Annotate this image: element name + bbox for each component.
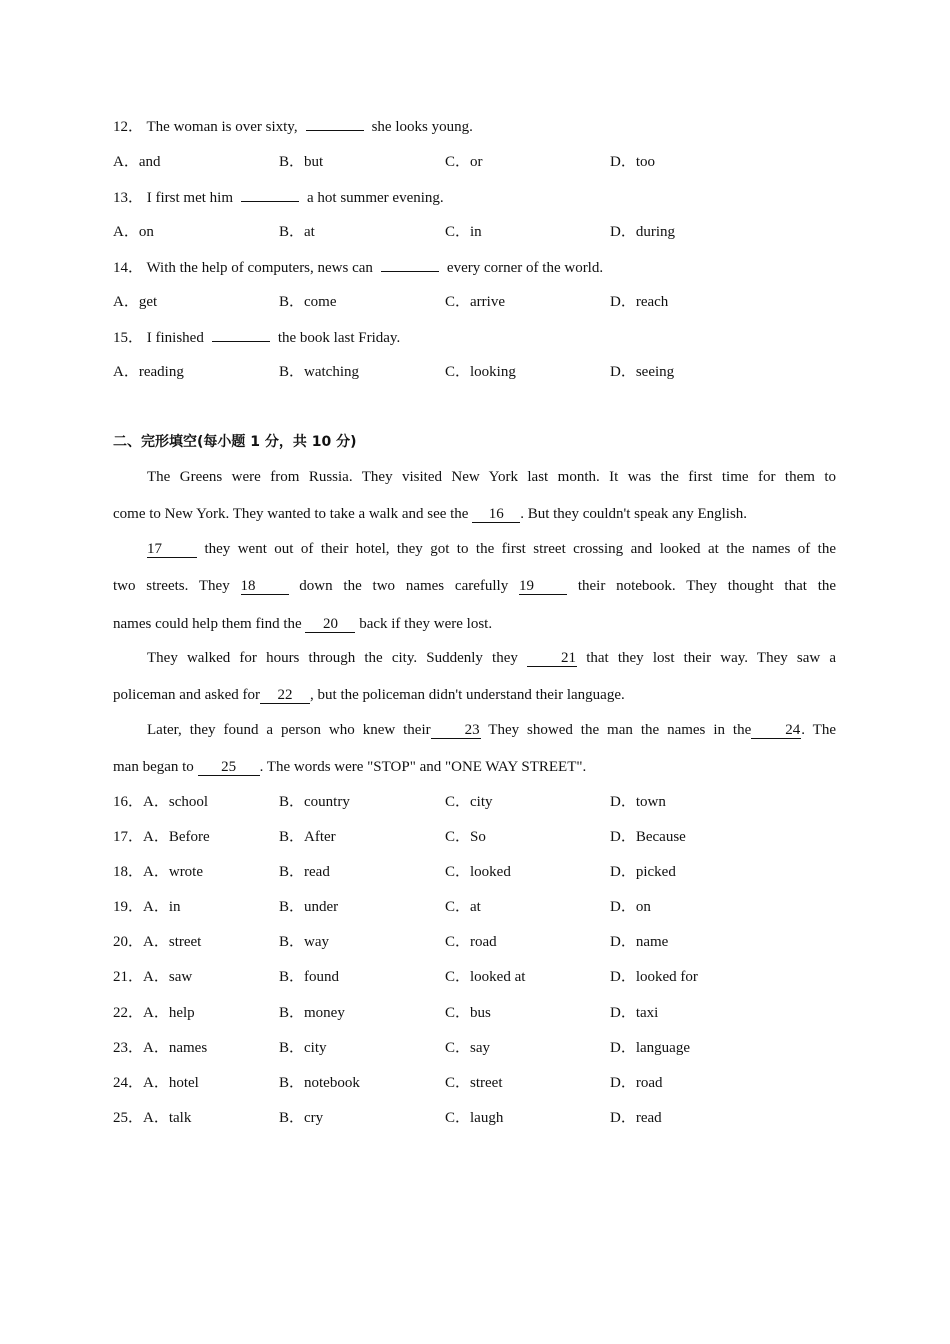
question-number: 22 (113, 1005, 128, 1021)
separator: ． (128, 899, 144, 915)
option-b[interactable] (279, 827, 336, 847)
option-text: under (304, 899, 339, 915)
passage-text: that they lost their way. They saw a (586, 650, 837, 666)
question-number: 25 (113, 1110, 128, 1126)
option-text: road (470, 934, 497, 950)
option-text: money (304, 1005, 345, 1021)
option-d[interactable] (610, 1038, 690, 1058)
option-letter: C． (445, 294, 471, 310)
question-stem (113, 327, 400, 348)
option-letter: A． (143, 1040, 169, 1056)
separator: ． (128, 864, 144, 880)
option-letter: D． (610, 829, 636, 845)
option-text: name (635, 934, 669, 950)
question-stem (113, 257, 603, 278)
option-d[interactable] (610, 1003, 658, 1023)
passage-text: their notebook. They thought that the (577, 578, 837, 594)
option-d[interactable] (610, 292, 668, 312)
option-letter: C． (445, 1075, 471, 1091)
stem-text: a hot summer evening. (307, 190, 444, 206)
stem-text: The woman is over sixty, (146, 119, 298, 135)
option-c[interactable] (445, 1038, 490, 1058)
passage-line (113, 576, 836, 596)
passage-text: They walked for hours through the city. Suddenly they (147, 650, 518, 666)
option-b[interactable] (279, 222, 315, 242)
option-c[interactable] (445, 362, 516, 382)
passage-text: two streets. They (113, 578, 230, 594)
answer-blank[interactable] (381, 257, 439, 272)
separator: ． (128, 969, 144, 985)
option-text: at (304, 224, 315, 240)
option-a[interactable] (113, 1108, 191, 1128)
option-text: but (304, 154, 324, 170)
option-letter: B． (279, 1040, 305, 1056)
stem-text: the book last Friday. (277, 330, 401, 346)
option-text: watching (304, 364, 359, 380)
option-letter: A． (113, 364, 139, 380)
blank-16[interactable]: 16 (472, 506, 520, 523)
option-d[interactable] (610, 1108, 662, 1128)
passage-text: policeman and asked for (113, 687, 261, 703)
separator: ． (128, 794, 144, 810)
blank-19[interactable]: 19 (519, 578, 567, 595)
option-letter: D． (610, 1040, 636, 1056)
option-a[interactable] (113, 362, 184, 382)
option-letter: A． (143, 934, 169, 950)
option-letter: C． (445, 1040, 471, 1056)
separator: ． (128, 1075, 144, 1091)
option-letter: C． (445, 224, 471, 240)
option-b[interactable] (279, 1073, 360, 1093)
option-letter: D． (610, 154, 636, 170)
option-letter: C． (445, 1005, 471, 1021)
option-letter: A． (143, 864, 169, 880)
option-text: in (168, 899, 181, 915)
option-letter: B． (279, 364, 305, 380)
passage-text: they went out of their hotel, they got to the first street crossing and looked at the names of the (204, 541, 836, 557)
option-a[interactable] (113, 292, 157, 312)
option-a[interactable] (113, 1038, 207, 1058)
question-number: 13 (113, 190, 128, 206)
option-letter: D． (610, 224, 636, 240)
option-text: at (470, 899, 481, 915)
option-text: looked (470, 864, 511, 880)
option-text: arrive (470, 294, 505, 310)
separator: ． (128, 934, 144, 950)
option-letter: B． (279, 294, 305, 310)
option-letter: D． (610, 1110, 636, 1126)
option-d[interactable] (610, 362, 674, 382)
option-a[interactable] (113, 862, 203, 882)
option-text: Before (168, 829, 210, 845)
passage-line: The Greens were from Russia. They visited New York last month. It was the first time for them to (147, 469, 836, 485)
passage-text: man began to (113, 759, 194, 775)
option-c[interactable] (445, 1073, 503, 1093)
stem-text: she looks young. (371, 119, 473, 135)
option-text: looked at (470, 969, 526, 985)
option-b[interactable] (279, 362, 359, 382)
option-text: saw (168, 969, 193, 985)
blank-25[interactable]: 25 (198, 759, 260, 776)
option-letter: B． (279, 1075, 305, 1091)
option-text: talk (168, 1110, 192, 1126)
separator: ． (128, 1110, 144, 1126)
option-text: taxi (635, 1005, 659, 1021)
option-b[interactable] (279, 862, 330, 882)
answer-blank[interactable] (212, 327, 270, 342)
stem-text: every corner of the world. (446, 260, 604, 276)
option-letter: D． (610, 294, 636, 310)
option-b[interactable] (279, 967, 339, 987)
option-text: in (470, 224, 482, 240)
stem-text: With the help of computers, news can (146, 260, 373, 276)
option-text: laugh (470, 1110, 504, 1126)
option-letter: A． (143, 1075, 169, 1091)
option-c[interactable] (445, 967, 525, 987)
option-letter: C． (445, 364, 471, 380)
option-text: help (168, 1005, 195, 1021)
option-letter: C． (445, 934, 471, 950)
passage-text: names could help them find the (113, 616, 302, 632)
option-letter: B． (279, 1110, 305, 1126)
option-text: looked for (635, 969, 698, 985)
option-letter: B． (279, 934, 305, 950)
option-c[interactable] (445, 292, 505, 312)
option-c[interactable] (445, 1108, 503, 1128)
question-number: 20 (113, 934, 128, 950)
passage-text: Later, they found a person who knew their (147, 722, 431, 738)
option-text: found (304, 969, 340, 985)
question-number: 19 (113, 899, 128, 915)
passage-text: down the two names carefully (299, 578, 509, 594)
passage-text: back if they were lost. (359, 616, 493, 632)
option-b[interactable] (279, 792, 350, 812)
separator: ． (128, 330, 144, 346)
option-text: city (304, 1040, 327, 1056)
question-number: 18 (113, 864, 128, 880)
option-letter: A． (143, 969, 169, 985)
option-letter: D． (610, 364, 636, 380)
option-b[interactable] (279, 152, 323, 172)
option-letter: A． (143, 899, 169, 915)
passage-line (113, 539, 836, 559)
option-text: bus (470, 1005, 491, 1021)
separator: ． (128, 260, 144, 276)
option-letter: B． (279, 969, 305, 985)
option-a[interactable] (113, 792, 208, 812)
option-a[interactable] (113, 152, 161, 172)
option-letter: C． (445, 969, 471, 985)
option-text: town (635, 794, 666, 810)
option-a[interactable] (113, 897, 181, 917)
option-c[interactable] (445, 792, 493, 812)
option-c[interactable] (445, 152, 483, 172)
option-letter: B． (279, 224, 305, 240)
separator: ． (128, 1005, 144, 1021)
option-a[interactable] (113, 967, 192, 987)
option-text: school (168, 794, 209, 810)
option-letter: D． (610, 969, 636, 985)
option-letter: A． (143, 1005, 169, 1021)
option-a[interactable] (113, 827, 210, 847)
question-number: 14 (113, 260, 128, 276)
option-text: too (635, 154, 656, 170)
stem-text: I finished (146, 330, 204, 346)
option-text: on (635, 899, 651, 915)
separator: ． (128, 829, 144, 845)
option-c[interactable] (445, 897, 481, 917)
option-c[interactable] (445, 1003, 491, 1023)
option-letter: C． (445, 899, 471, 915)
option-b[interactable] (279, 1038, 327, 1058)
option-text: reading (138, 364, 184, 380)
separator: ． (128, 119, 144, 135)
option-letter: B． (279, 154, 305, 170)
blank-17[interactable]: 17 (147, 541, 197, 558)
passage-line (113, 614, 492, 634)
option-letter: A． (143, 1110, 169, 1126)
question-stem (113, 187, 444, 208)
passage-text: come to New York. They wanted to take a walk and see the (113, 506, 469, 522)
passage-line (113, 757, 586, 777)
answer-blank[interactable] (241, 187, 299, 202)
question-number: 24 (113, 1075, 128, 1091)
option-letter: B． (279, 899, 305, 915)
option-text: looking (470, 364, 516, 380)
stem-text: I first met him (146, 190, 234, 206)
option-letter: D． (610, 864, 636, 880)
option-text: reach (635, 294, 669, 310)
option-letter: C． (445, 829, 471, 845)
option-letter: D． (610, 1075, 636, 1091)
option-text: street (470, 1075, 503, 1091)
question-number: 21 (113, 969, 128, 985)
blank-21[interactable]: 21 (527, 650, 577, 667)
option-text: or (470, 154, 483, 170)
option-b[interactable] (279, 1003, 345, 1023)
option-text: city (470, 794, 493, 810)
option-letter: B． (279, 829, 305, 845)
option-letter: D． (610, 934, 636, 950)
option-letter: A． (113, 154, 139, 170)
option-text: during (635, 224, 676, 240)
passage-text: . The (801, 722, 836, 738)
option-d[interactable] (610, 932, 668, 952)
option-c[interactable] (445, 827, 486, 847)
option-c[interactable] (445, 222, 482, 242)
option-text: wrote (168, 864, 204, 880)
option-d[interactable] (610, 967, 698, 987)
option-a[interactable] (113, 222, 154, 242)
option-text: road (635, 1075, 663, 1091)
option-text: come (304, 294, 337, 310)
option-text: cry (304, 1110, 324, 1126)
option-letter: C． (445, 1110, 471, 1126)
answer-blank[interactable] (306, 116, 364, 131)
blank-22[interactable]: 22 (260, 687, 310, 704)
option-text: picked (635, 864, 676, 880)
option-text: read (635, 1110, 662, 1126)
option-text: say (470, 1040, 491, 1056)
option-text: read (304, 864, 330, 880)
option-letter: C． (445, 154, 471, 170)
option-text: names (168, 1040, 208, 1056)
option-text: on (138, 224, 154, 240)
option-c[interactable] (445, 862, 511, 882)
separator: ． (128, 190, 144, 206)
option-b[interactable] (279, 897, 338, 917)
option-b[interactable] (279, 292, 337, 312)
option-letter: C． (445, 864, 471, 880)
blank-24[interactable]: 24 (751, 722, 801, 739)
option-d[interactable] (610, 827, 686, 847)
blank-20[interactable]: 20 (305, 616, 355, 633)
blank-23[interactable]: 23 (431, 722, 481, 739)
passage-line (113, 648, 836, 668)
option-d[interactable] (610, 897, 651, 917)
option-a[interactable] (113, 1003, 195, 1023)
option-letter: D． (610, 794, 636, 810)
option-letter: B． (279, 864, 305, 880)
question-number: 16 (113, 794, 128, 810)
option-d[interactable] (610, 792, 666, 812)
passage-text: They showed the man the names in the (488, 722, 752, 738)
option-text: So (470, 829, 486, 845)
option-b[interactable] (279, 1108, 323, 1128)
passage-text: . The words were "STOP" and "ONE WAY STREET". (259, 759, 587, 775)
option-text: and (138, 154, 161, 170)
passage-text: . But they couldn't speak any English. (520, 506, 748, 522)
question-number: 15 (113, 330, 128, 346)
section-heading: 二、完形填空(每小题 1 分，共 10 分) (113, 434, 357, 450)
option-text: language (635, 1040, 690, 1056)
option-d[interactable] (610, 1073, 663, 1093)
option-letter: D． (610, 899, 636, 915)
question-number: 17 (113, 829, 128, 845)
option-b[interactable] (279, 932, 329, 952)
option-letter: A． (113, 294, 139, 310)
option-c[interactable] (445, 932, 497, 952)
option-letter: D． (610, 1005, 636, 1021)
option-a[interactable] (113, 932, 201, 952)
passage-line (113, 504, 747, 524)
option-letter: A． (143, 829, 169, 845)
passage-text: , but the policeman didn't understand their language. (310, 687, 625, 703)
option-text: After (304, 829, 336, 845)
option-text: notebook (304, 1075, 360, 1091)
option-letter: A． (143, 794, 169, 810)
option-letter: C． (445, 794, 471, 810)
passage-line (113, 685, 625, 705)
question-number: 12 (113, 119, 128, 135)
option-text: country (304, 794, 350, 810)
option-text: get (138, 294, 158, 310)
option-text: way (304, 934, 330, 950)
question-number: 23 (113, 1040, 128, 1056)
option-text: street (168, 934, 202, 950)
option-letter: B． (279, 794, 305, 810)
option-d[interactable] (610, 862, 676, 882)
option-d[interactable] (610, 152, 655, 172)
option-letter: A． (113, 224, 139, 240)
option-d[interactable] (610, 222, 675, 242)
option-text: Because (635, 829, 686, 845)
separator: ． (128, 1040, 144, 1056)
option-letter: B． (279, 1005, 305, 1021)
option-a[interactable] (113, 1073, 199, 1093)
option-text: hotel (168, 1075, 199, 1091)
blank-18[interactable]: 18 (241, 578, 289, 595)
option-text: seeing (635, 364, 675, 380)
passage-line (113, 720, 836, 740)
question-stem (113, 116, 473, 137)
